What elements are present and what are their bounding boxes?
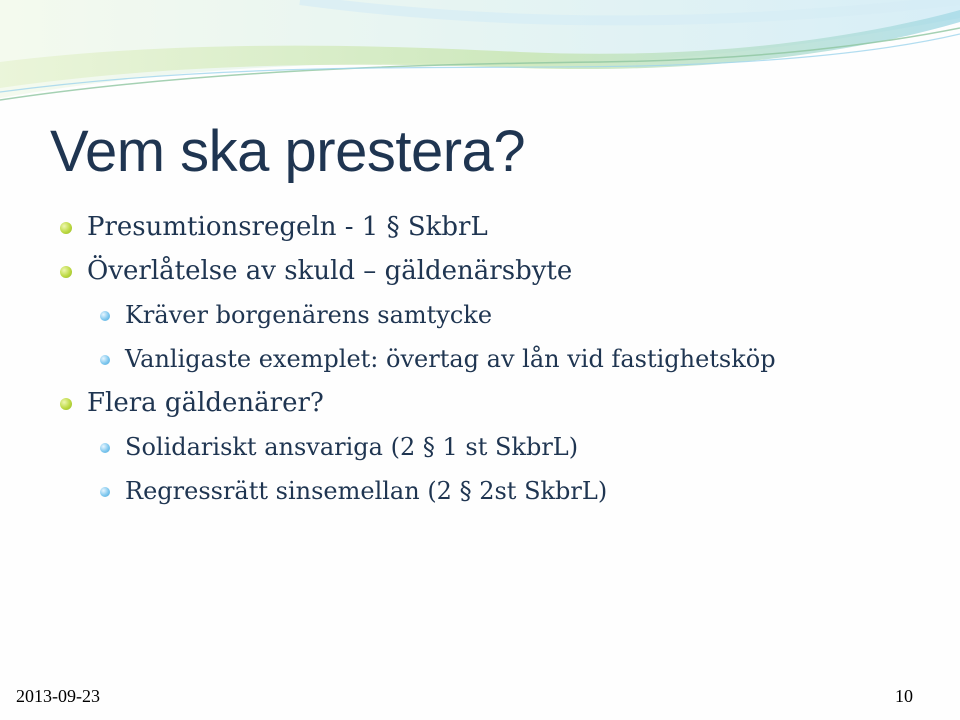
bullet-item-flera-galdenarer (60, 381, 940, 425)
header-wave-decoration (0, 0, 960, 120)
blue-bullet-icon (100, 355, 110, 365)
bullet-text: Flera gäldenärer? (87, 388, 324, 418)
blue-bullet-icon (100, 443, 110, 453)
sub-bullet-item-solidariskt (60, 425, 940, 469)
bullet-list (60, 205, 940, 513)
bullet-text: Regressrätt sinsemellan (2 § 2st SkbrL) (125, 477, 608, 505)
bullet-text: Vanligaste exemplet: övertag av lån vid fastighetsköp (125, 345, 776, 373)
footer-date: 2013-09-23 (16, 686, 100, 706)
bullet-item-overlatelse (60, 249, 940, 293)
blue-bullet-icon (100, 487, 110, 497)
footer-page-number: 10 (895, 686, 913, 706)
blue-bullet-icon (100, 311, 110, 321)
bullet-item-presumtionsregeln (60, 205, 940, 249)
green-bullet-icon (60, 266, 72, 278)
bullet-text: Kräver borgenärens samtycke (125, 301, 493, 329)
slide-title: Vem ska prestera? (50, 119, 526, 184)
bullet-text: Solidariskt ansvariga (2 § 1 st SkbrL) (125, 433, 579, 461)
sub-bullet-item-kraver (60, 293, 940, 337)
sub-bullet-item-vanligaste (60, 337, 940, 381)
green-bullet-icon (60, 222, 72, 234)
green-bullet-icon (60, 398, 72, 410)
sub-bullet-item-regressratt (60, 469, 940, 513)
bullet-text: Överlåtelse av skuld – gäldenärsbyte (87, 256, 573, 286)
bullet-text: Presumtionsregeln - 1 § SkbrL (87, 212, 488, 242)
